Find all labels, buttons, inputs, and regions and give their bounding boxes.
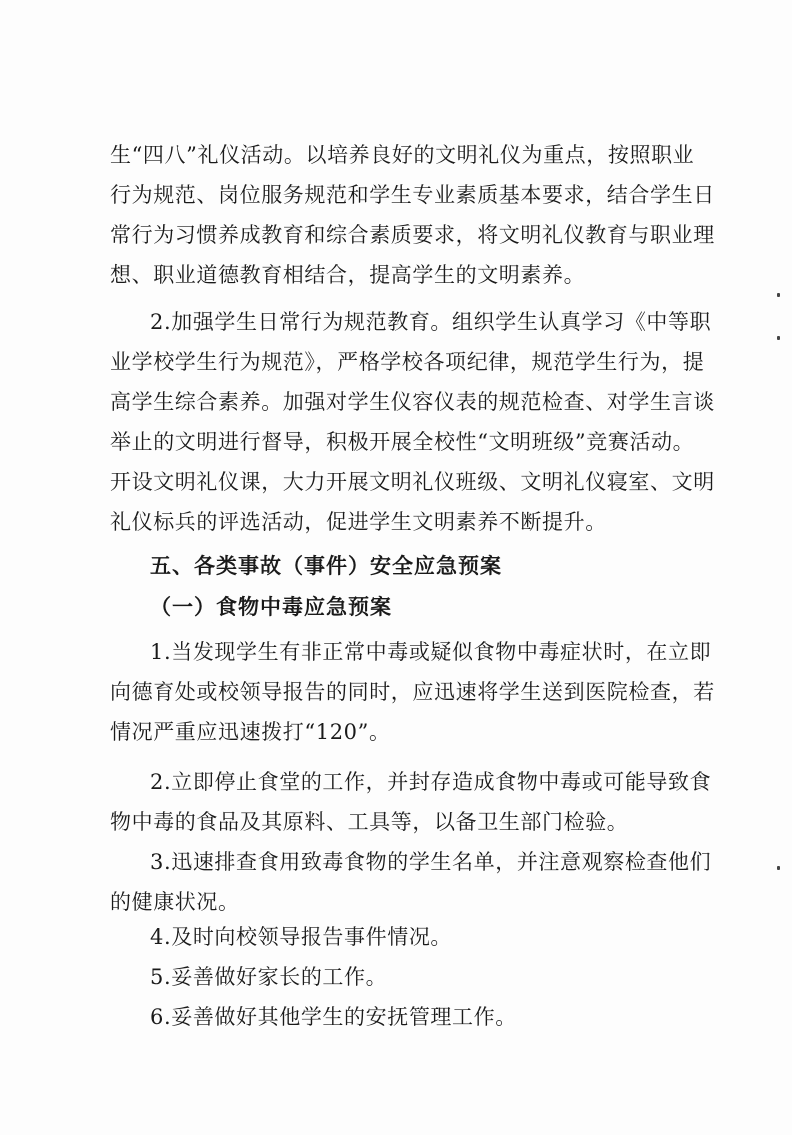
paragraph-line: 3.迅速排查食用致毒食物的学生名单，并注意观察检查他们: [150, 850, 712, 874]
paragraph-line: 开设文明礼仪课，大力开展文明礼仪班级、文明礼仪寝室、文明: [110, 470, 715, 494]
paragraph-line: 生“四八”礼仪活动。以培养良好的文明礼仪为重点，按照职业: [110, 143, 695, 167]
scan-mark: [777, 866, 780, 870]
paragraph-line: 行为规范、岗位服务规范和学生专业素质基本要求，结合学生日: [110, 183, 715, 207]
paragraph-line: 高学生综合素养。加强对学生仪容仪表的规范检查、对学生言谈: [110, 390, 715, 414]
scan-mark: [777, 293, 780, 297]
paragraph-line: 2.加强学生日常行为规范教育。组织学生认真学习《中等职: [150, 310, 712, 334]
paragraph-line: 业学校学生行为规范》，严格学校各项纪律，规范学生行为，提: [110, 350, 705, 374]
paragraph-line: 1.当发现学生有非正常中毒或疑似食物中毒症状时，在立即: [150, 640, 712, 664]
paragraph-line: 4.及时向校领导报告事件情况。: [150, 925, 453, 949]
paragraph-line: 向德育处或校领导报告的同时，应迅速将学生送到医院检查，若: [110, 680, 715, 704]
paragraph-line: 情况严重应迅速拨打“120”。: [110, 720, 391, 744]
paragraph-line: 的健康状况。: [110, 890, 240, 914]
paragraph-line: 5.妥善做好家长的工作。: [150, 965, 388, 989]
paragraph-line: 6.妥善做好其他学生的安抚管理工作。: [150, 1005, 517, 1029]
section-heading: 五、各类事故（事件）安全应急预案: [150, 554, 502, 578]
paragraph-line: 礼仪标兵的评选活动，促进学生文明素养不断提升。: [110, 510, 607, 534]
paragraph-line: 常行为习惯养成教育和综合素质要求，将文明礼仪教育与职业理: [110, 223, 715, 247]
scan-mark: [777, 336, 780, 340]
paragraph-line: 2.立即停止食堂的工作，并封存造成食物中毒或可能导致食: [150, 770, 712, 794]
subsection-heading: （一）食物中毒应急预案: [150, 595, 392, 619]
paragraph-line: 举止的文明进行督导，积极开展全校性“文明班级”竞赛活动。: [110, 430, 695, 454]
paragraph-line: 物中毒的食品及其原料、工具等，以备卫生部门检验。: [110, 810, 629, 834]
paragraph-line: 想、职业道德教育相结合，提高学生的文明素养。: [110, 263, 586, 287]
